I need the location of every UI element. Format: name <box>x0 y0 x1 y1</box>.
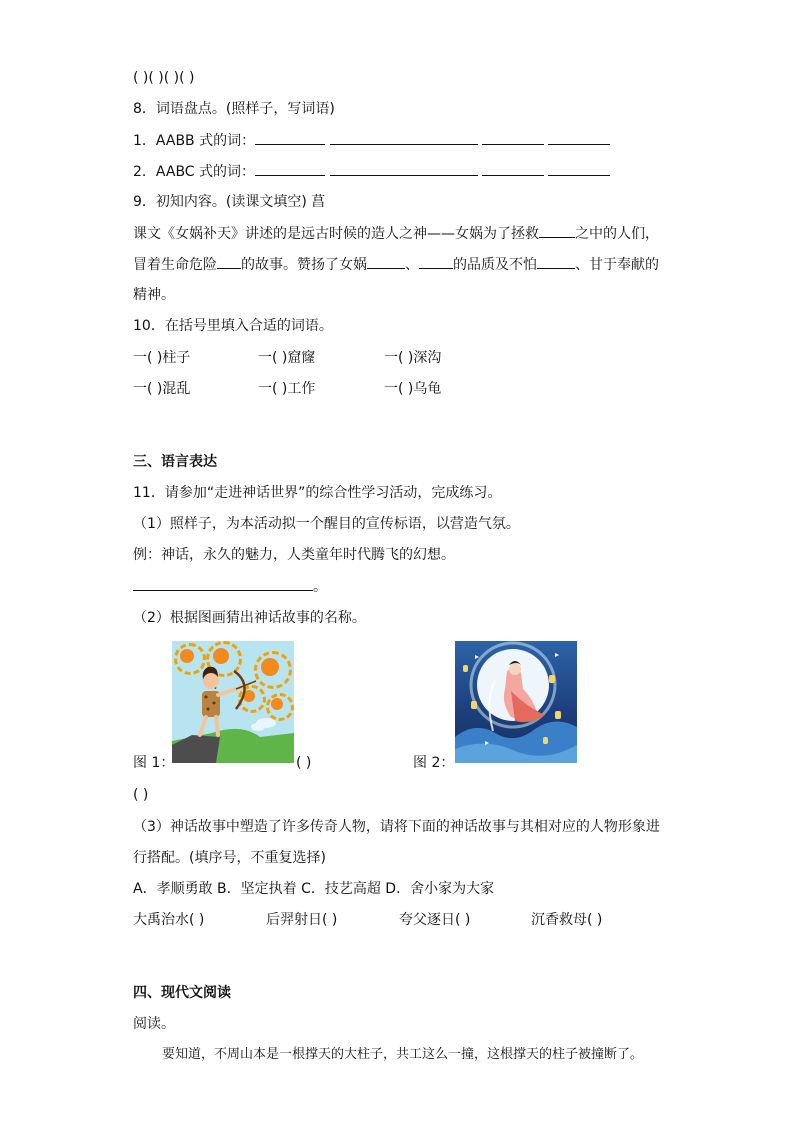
answer-blank[interactable] <box>255 161 325 176</box>
figure-1-label: 图 1： <box>133 755 175 771</box>
q10-item: 一( )乌龟 <box>384 381 442 397</box>
q9-text: 、甘于奉献的 <box>575 257 659 273</box>
answer-blank[interactable] <box>482 130 544 145</box>
q9-line-3: 精神。 <box>133 287 175 303</box>
slogan-answer-blank[interactable] <box>133 576 313 591</box>
match-item: 沉香救母( ) <box>531 912 603 928</box>
answer-blank[interactable] <box>330 161 400 176</box>
q11-options: A．孝顺勇敢 B．坚定执着 C．技艺高超 D．舍小家为大家 <box>133 881 495 897</box>
q11-sub3-line-2: 行搭配。(填序号，不重复选择) <box>133 850 326 866</box>
match-item: 大禹治水( ) <box>133 912 205 928</box>
answer-blank[interactable] <box>367 254 405 269</box>
answer-blank[interactable] <box>400 161 478 176</box>
sentence-end: 。 <box>313 579 327 595</box>
figure-2-answer-paren[interactable]: ( ) <box>133 787 149 803</box>
section-3-title: 三、语言表达 <box>133 454 217 470</box>
q9-title: 9．初知内容。(读课文填空) 菖 <box>133 194 326 210</box>
q11-sub2: （2）根据图画猜出神话故事的名称。 <box>133 610 366 626</box>
q10-item: 一( )工作 <box>258 381 316 397</box>
q8-row-aabb <box>133 130 610 151</box>
q9-text: 冒着生命危险 <box>133 257 217 273</box>
figure-2-change-image <box>455 641 577 763</box>
q11-sub3-line-1: （3）神话故事中塑造了许多传奇人物，请将下面的神话故事与其相对应的人物形象进 <box>133 819 660 835</box>
q10-item: 一( )深沟 <box>384 350 442 366</box>
match-item: 夸父逐日( ) <box>399 912 471 928</box>
answer-blank[interactable] <box>330 130 400 145</box>
q8-row-aabc <box>133 161 610 182</box>
answer-blank[interactable] <box>539 223 575 238</box>
change-illustration <box>455 641 577 763</box>
answer-blank[interactable] <box>419 254 453 269</box>
answer-blank[interactable] <box>400 130 478 145</box>
q11-sub1: （1）照样子，为本活动拟一个醒目的宣传标语，以营造气氛。 <box>133 516 520 532</box>
answer-blank[interactable] <box>217 254 241 269</box>
q11-slogan-line <box>133 576 327 597</box>
q8-row-aabc-label: 2．AABC 式的词： <box>133 164 256 180</box>
q9-text: 的品质及不怕 <box>453 257 537 273</box>
answer-blank[interactable] <box>548 130 610 145</box>
q9-text: 之中的人们， <box>575 226 659 242</box>
section-4-title: 四、现代文阅读 <box>133 985 231 1001</box>
reading-label: 阅读。 <box>133 1016 175 1032</box>
q10-title: 10．在括号里填入合适的词语。 <box>133 318 333 334</box>
q8-title: 8．词语盘点。(照样子，写词语) <box>133 101 335 117</box>
figure-2-label: 图 2： <box>413 755 455 771</box>
q9-text: 课文《女娲补天》讲述的是远古时候的造人之神——女娲为了拯救 <box>133 226 539 242</box>
answer-blank[interactable] <box>255 130 325 145</box>
q9-line-1 <box>133 223 659 244</box>
q9-text: 、 <box>405 257 419 273</box>
q9-text: 的故事。赞扬了女娲 <box>241 257 367 273</box>
reading-passage: 要知道，不周山本是一根撑天的大柱子，共工这么一撞，这根撑天的柱子被撞断了。 <box>162 1047 644 1062</box>
q8-row-aabb-label: 1．AABB 式的词： <box>133 133 256 149</box>
q10-item: 一( )窟窿 <box>258 350 316 366</box>
q10-item: 一( )柱子 <box>133 350 191 366</box>
match-item: 后羿射日( ) <box>266 912 338 928</box>
q10-item: 一( )混乱 <box>133 381 191 397</box>
q7-answer-parens: ( )( )( )( ) <box>133 70 195 86</box>
archer-illustration <box>172 641 294 763</box>
q9-line-2 <box>133 254 659 275</box>
q11-intro: 11．请参加“走进神话世界”的综合性学习活动，完成练习。 <box>133 485 502 501</box>
figure-1-answer-paren[interactable]: ( ) <box>296 755 312 771</box>
answer-blank[interactable] <box>482 161 544 176</box>
answer-blank[interactable] <box>548 161 610 176</box>
figure-1-archer-image <box>172 641 294 763</box>
answer-blank[interactable] <box>537 254 575 269</box>
q11-example: 例：神话，永久的魅力，人类童年时代腾飞的幻想。 <box>133 547 455 563</box>
